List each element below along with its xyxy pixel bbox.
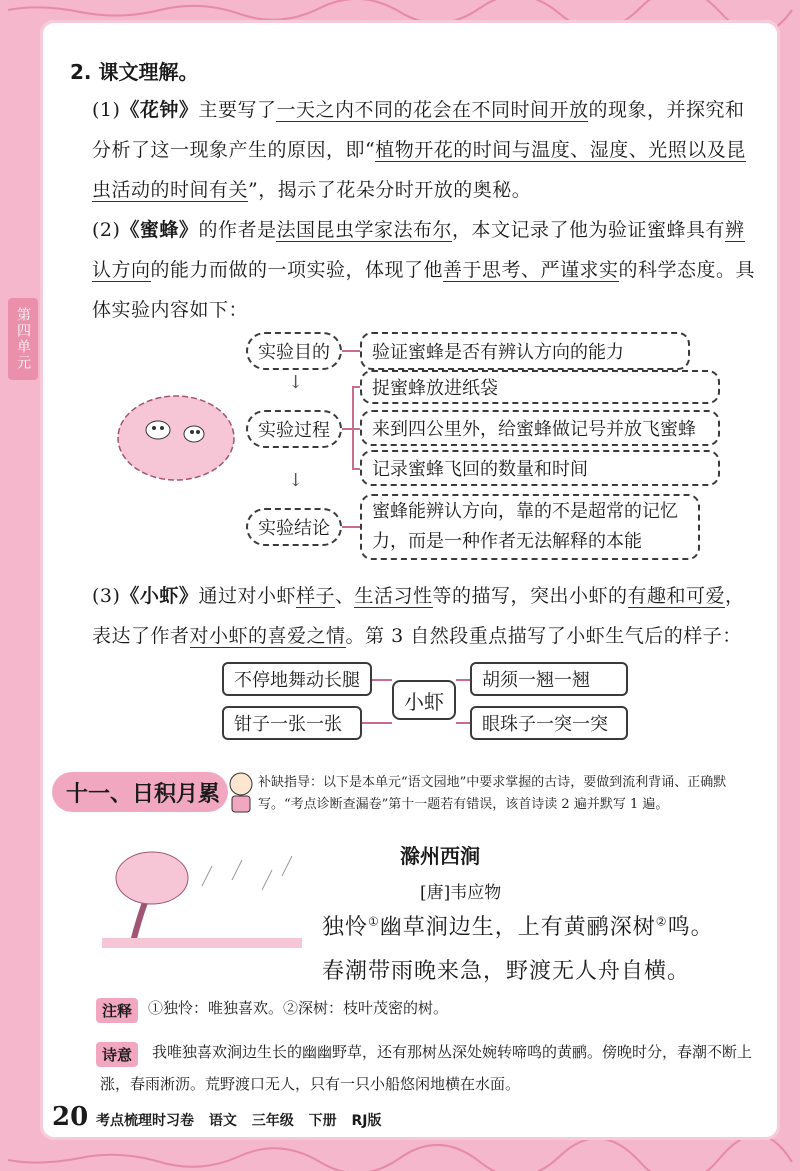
connector: [352, 428, 360, 430]
underlined-answer: 辨认方向: [92, 219, 745, 281]
text: 、: [334, 585, 355, 607]
underlined-answer: 对小虾的喜爱之情: [189, 625, 346, 647]
text: ，表达了作者: [92, 585, 745, 647]
underlined-answer: 善于思考、严谨求实: [443, 259, 619, 281]
poem-author: [唐]韦应物: [420, 883, 502, 903]
paragraph-xiaoxia: [92, 576, 760, 656]
student-icon: [226, 770, 256, 814]
text: 的作者是: [198, 219, 277, 241]
connector: [342, 526, 360, 528]
connector: [456, 722, 470, 724]
rain-tree-illustration: [92, 846, 322, 956]
text: 通过对小虾: [198, 585, 296, 607]
connector: [362, 722, 392, 724]
connector: [456, 679, 470, 681]
connector: [372, 679, 392, 681]
note-tag: 注释: [96, 998, 138, 1023]
item-number: (1): [92, 99, 121, 121]
text: 的现象，并探究和分析了这一现象产生的原因，即“: [92, 99, 745, 161]
poem-line-2: 春潮带雨晚来急，野渡无人舟自横。: [322, 959, 691, 984]
item-number: (2): [92, 219, 121, 241]
purpose-box: 验证蜜蜂是否有辨认方向的能力: [360, 332, 690, 370]
label-purpose: 实验目的: [246, 332, 342, 370]
section-title: 2. 课文理解。: [70, 60, 199, 84]
step-box: 来到四公里外，给蜜蜂做记号并放飞蜜蜂: [360, 410, 720, 446]
step-box: 记录蜜蜂飞回的数量和时间: [360, 450, 720, 486]
poem-title: 滁州西涧: [400, 844, 480, 868]
connector: [342, 428, 352, 430]
footer-text: 考点梳理时习卷 语文 三年级 下册 RJ版: [96, 1113, 382, 1129]
page-number: 20: [52, 1102, 89, 1132]
connector: [342, 350, 360, 352]
connector: [352, 468, 360, 470]
meaning-tag: 诗意: [96, 1042, 138, 1067]
note-marker: ①: [368, 914, 380, 929]
shrimp-center-box: 小虾: [392, 680, 456, 720]
paragraph-mifeng: [92, 210, 760, 330]
text: 的科学态度。具体实验内容如下：: [92, 259, 756, 321]
underlined-answer: 一天之内不同的花会在不同时间开放: [276, 99, 589, 121]
connector: [352, 386, 360, 388]
unit-tab: 第四单元: [8, 298, 38, 380]
item-number: (3): [92, 585, 121, 607]
text: ，本文记录了他为验证蜜蜂具有: [451, 219, 725, 241]
book-title: 《小虾》: [120, 585, 199, 607]
text: 独怜: [322, 915, 369, 940]
step-box: 捉蜜蜂放进纸袋: [360, 370, 720, 404]
text: 。第 3 自然段重点描写了小虾生气后的样子：: [345, 625, 742, 647]
text: 等的描写，突出小虾的: [432, 585, 628, 607]
text: ”，揭示了花朵分时开放的奥秘。: [248, 179, 532, 201]
bee-illustration: [112, 380, 240, 490]
text: 的能力而做的一项实验，体现了他: [150, 259, 444, 281]
underlined-answer: 生活习性: [354, 585, 433, 607]
book-title: 《花钟》: [120, 99, 199, 121]
note-text: ①独怜：唯独喜欢。②深树：枝叶茂密的树。: [148, 999, 449, 1017]
arrow-down-icon: ↓: [288, 470, 304, 491]
text: 幽草涧边生，上有黄鹂深树: [379, 915, 656, 940]
text: 主要写了: [198, 99, 277, 121]
book-title: 《蜜蜂》: [120, 219, 199, 241]
underlined-answer: 有趣和可爱: [627, 585, 726, 607]
shrimp-left-box: 不停地舞动长腿: [222, 662, 372, 696]
label-result: 实验结论: [246, 508, 342, 546]
note-marker: ②: [655, 914, 668, 929]
underlined-answer: 植物开花的时间与温度、湿度、光照以及昆虫活动的时间有关: [92, 139, 746, 201]
arrow-down-icon: ↓: [288, 372, 304, 393]
underlined-answer: 法国昆虫学家法布尔: [276, 219, 452, 241]
tip-text: 补缺指导：以下是本单元“语文园地”中要求掌握的古诗，要做到流利背诵、正确默写。“考点诊断查漏卷”第十一题若有错误，该首诗读 2 遍并默写 1 遍。: [258, 775, 727, 812]
text: 鸣。: [667, 915, 714, 940]
label-process: 实验过程: [246, 410, 342, 448]
poem-line-1: [322, 910, 714, 941]
shrimp-right-box: 胡须一翘一翘: [470, 662, 628, 696]
meaning-text: 我唯独喜欢涧边生长的幽幽野草，还有那树丛深处婉转啼鸣的黄鹂。傍晚时分，春潮不断上涨，春雨淅沥。荒野渡口无人，只有一只小船悠闲地横在水面。: [100, 1043, 753, 1093]
result-box: 蜜蜂能辨认方向，靠的不是超常的记忆力，而是一种作者无法解释的本能: [360, 494, 700, 560]
shrimp-left-box: 钳子一张一张: [222, 706, 362, 740]
shrimp-right-box: 眼珠子一突一突: [470, 706, 628, 740]
underlined-answer: 样子: [295, 585, 335, 607]
paragraph-huazhong: [92, 90, 760, 210]
section-banner: 十一、日积月累: [52, 772, 228, 812]
